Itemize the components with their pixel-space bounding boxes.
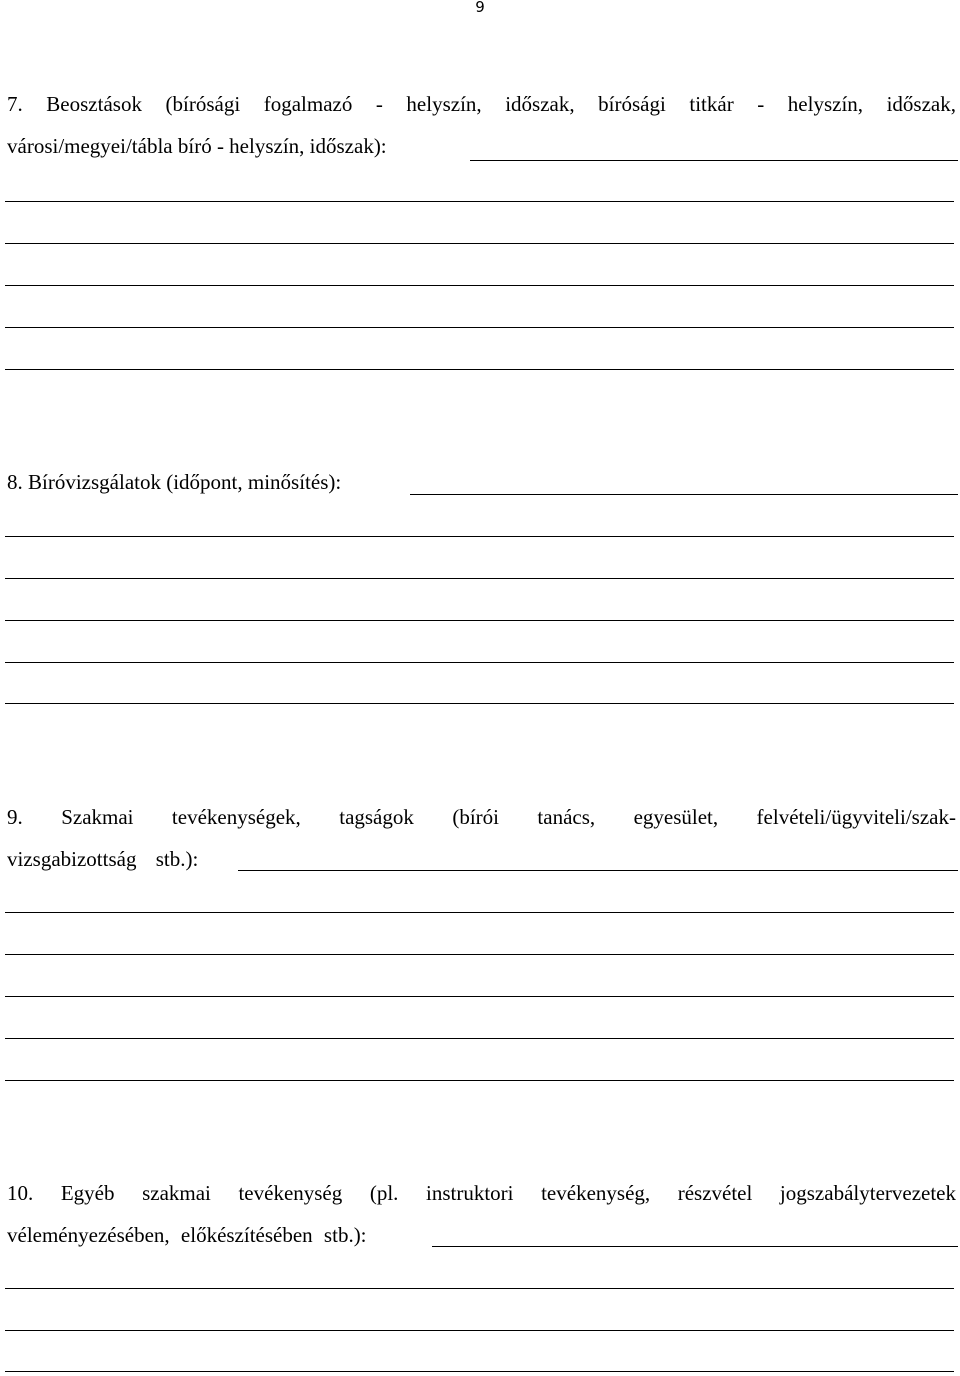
section-10-answer-line-inline[interactable] bbox=[432, 1246, 958, 1247]
section-7-heading-line2: városi/megyei/tábla bíró - helyszín, időszak): bbox=[7, 134, 387, 158]
section-9-answer-line[interactable] bbox=[5, 954, 954, 955]
section-10-heading-line2: véleményezésében, előkészítésében stb.): bbox=[7, 1223, 367, 1247]
section-10-answer-line[interactable] bbox=[5, 1330, 954, 1331]
section-8-answer-line[interactable] bbox=[5, 662, 954, 663]
section-7-answer-line[interactable] bbox=[5, 285, 954, 286]
section-10-answer-line[interactable] bbox=[5, 1288, 954, 1289]
section-8-answer-line-inline[interactable] bbox=[410, 494, 958, 495]
section-9-answer-line[interactable] bbox=[5, 996, 954, 997]
page-number: 9 bbox=[475, 0, 485, 16]
section-7-answer-line[interactable] bbox=[5, 327, 954, 328]
section-7-answer-line[interactable] bbox=[5, 369, 954, 370]
section-7-heading-line1: 7. Beosztások (bírósági fogalmazó - helyszín, időszak, bírósági titkár - helyszín, időszak, bbox=[7, 92, 956, 116]
section-8-answer-line[interactable] bbox=[5, 578, 954, 579]
section-8-answer-line[interactable] bbox=[5, 536, 954, 537]
section-9-answer-line[interactable] bbox=[5, 1080, 954, 1081]
section-7-answer-line-inline[interactable] bbox=[470, 160, 958, 161]
section-7-answer-line[interactable] bbox=[5, 243, 954, 244]
section-9-answer-line-inline[interactable] bbox=[238, 870, 958, 871]
section-10-heading-line1: 10. Egyéb szakmai tevékenység (pl. instruktori tevékenység, részvétel jogszabálytervezetek bbox=[7, 1181, 956, 1205]
section-9-heading-line1: 9. Szakmai tevékenységek, tagságok (bírói tanács, egyesület, felvételi/ügyviteli/szak- bbox=[7, 805, 956, 829]
section-8-heading: 8. Bíróvizsgálatok (időpont, minősítés): bbox=[7, 470, 342, 494]
section-10-answer-line[interactable] bbox=[5, 1371, 954, 1372]
section-8-answer-line[interactable] bbox=[5, 703, 954, 704]
section-9-answer-line[interactable] bbox=[5, 912, 954, 913]
section-9-answer-line[interactable] bbox=[5, 1038, 954, 1039]
section-8-answer-line[interactable] bbox=[5, 620, 954, 621]
section-9-heading-line2: vizsgabizottság stb.): bbox=[7, 847, 199, 871]
section-7-answer-line[interactable] bbox=[5, 201, 954, 202]
